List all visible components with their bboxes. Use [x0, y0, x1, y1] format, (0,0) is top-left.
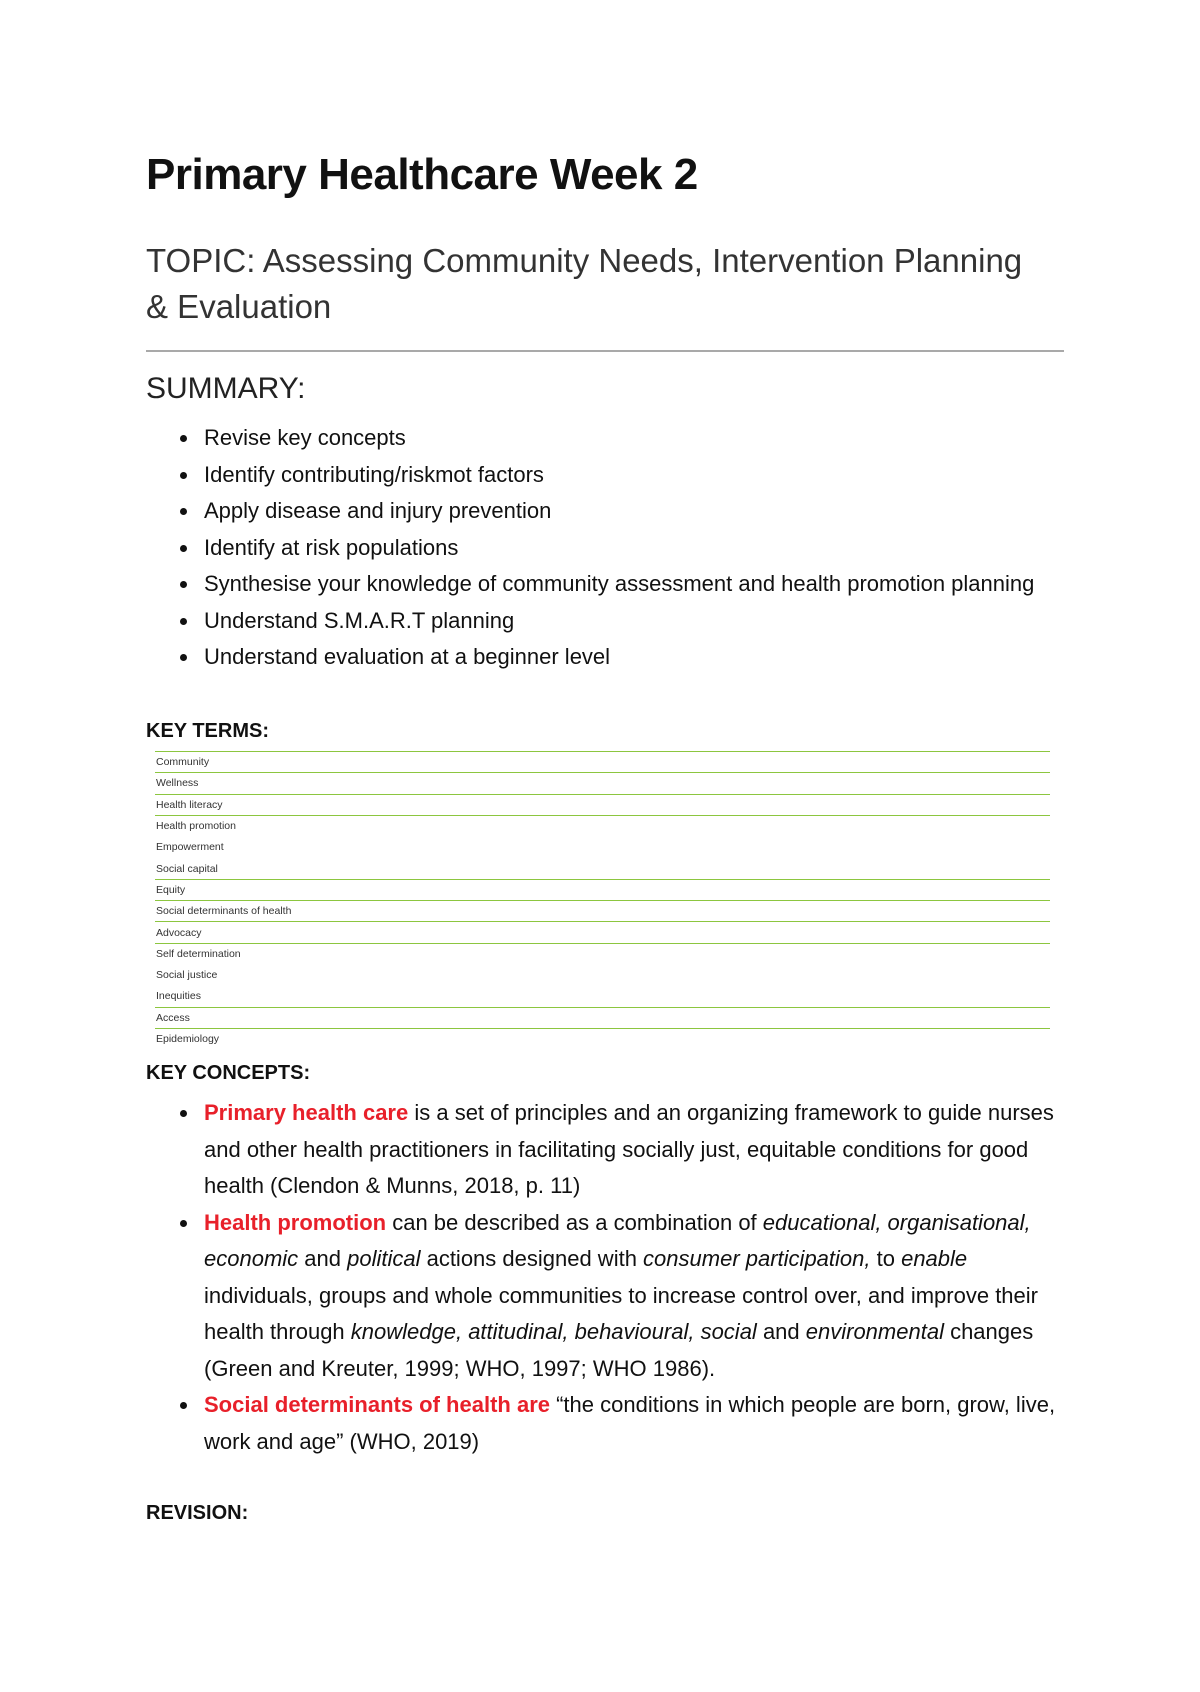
concept-text: to [870, 1246, 902, 1271]
list-item [146, 639, 1064, 676]
key-terms-heading: KEY TERMS: [146, 720, 269, 742]
table-row [155, 1028, 1050, 1049]
list-item [146, 420, 1064, 457]
table-row [155, 752, 1050, 773]
key-terms-table [155, 751, 1050, 1049]
concept-text: changes (Green and Kreuter, 1999; WHO, 1997; WHO 1986). [204, 1319, 1034, 1381]
concept-definition: “the conditions in which people are born, grow, live, work and age” (WHO, 2019) [204, 1392, 1056, 1454]
table-cell: Community [155, 752, 1050, 773]
table-row [155, 858, 1050, 879]
list-item [146, 493, 1064, 530]
summary-item-text: Revise key concepts [204, 425, 406, 450]
list-item [146, 603, 1064, 640]
summary-item-text: Identify contributing/riskmot factors [204, 461, 544, 487]
summary-item-text: Synthesise your knowledge of community assessment and health promotion planning [204, 571, 1035, 596]
bullet-icon [180, 1402, 187, 1409]
table-cell: Health promotion [155, 815, 1050, 836]
page-subtitle: TOPIC: Assessing Community Needs, Intervention Planning & Evaluation [146, 242, 1023, 325]
bullet-icon [180, 1110, 187, 1117]
concept-emphasis: environmental [805, 1319, 944, 1344]
bullet-icon [180, 1220, 187, 1227]
table-cell: Equity [155, 879, 1050, 900]
table-row [155, 837, 1050, 858]
table-row [155, 964, 1050, 985]
concept-emphasis: knowledge, attitudinal, behavioural, social [350, 1319, 757, 1344]
concept-emphasis: consumer participation, [643, 1246, 871, 1271]
summary-item-text: Understand evaluation at a beginner level [204, 644, 611, 669]
concept-term: Health promotion [204, 1209, 387, 1235]
bullet-icon [180, 618, 187, 625]
table-row [155, 773, 1050, 794]
bullet-icon [180, 545, 187, 552]
list-item [146, 457, 1064, 494]
table-row [155, 986, 1050, 1007]
summary-list [146, 420, 1064, 676]
table-row [155, 815, 1050, 836]
concept-emphasis: political [347, 1246, 421, 1271]
table-cell: Self determination [155, 943, 1050, 964]
table-cell: Advocacy [155, 922, 1050, 943]
summary-item-text: Understand S.M.A.R.T planning [204, 607, 515, 633]
concept-text: and [298, 1246, 348, 1271]
table-row [155, 901, 1050, 922]
table-row [155, 922, 1050, 943]
concept-text: can be described as a combination of [386, 1209, 763, 1235]
key-concepts-heading: KEY CONCEPTS: [146, 1062, 311, 1084]
list-item [146, 1205, 1066, 1388]
bullet-icon [180, 654, 187, 661]
list-item [146, 530, 1064, 567]
table-cell: Social determinants of health [155, 901, 1050, 922]
summary-heading: SUMMARY: [146, 372, 306, 405]
table-cell: Empowerment [156, 841, 224, 854]
bullet-icon [180, 508, 187, 515]
summary-item-text: Apply disease and injury prevention [204, 498, 552, 523]
list-item [146, 1095, 1066, 1205]
table-cell: Wellness [155, 773, 1050, 794]
bullet-icon [180, 472, 187, 479]
concept-term: Primary health care [204, 1100, 409, 1125]
bullet-icon [180, 435, 187, 442]
list-item [146, 566, 1064, 603]
concept-emphasis: educational, organisational, economic [204, 1209, 1031, 1271]
table-cell: Inequities [156, 990, 201, 1003]
concept-term: Social determinants of health are [204, 1392, 550, 1417]
table-row [155, 794, 1050, 815]
concept-text: individuals, groups and whole communities to increase control over, and improve their health through [204, 1282, 1038, 1344]
concept-text: and [756, 1319, 806, 1344]
concept-text: actions designed with [420, 1246, 644, 1271]
table-row [155, 1007, 1050, 1028]
table-cell: Social justice [156, 969, 218, 982]
table-cell: Epidemiology [155, 1028, 1050, 1049]
table-cell: Health literacy [155, 794, 1050, 815]
concept-emphasis: enable [901, 1246, 968, 1271]
concept-definition: is a set of principles and an organizing framework to guide nurses and other health practitioners in facilitating socially just, equitable conditions for good health (Clendon & Munns, 2018, p. 11) [204, 1100, 1054, 1198]
horizontal-divider [146, 350, 1064, 352]
list-item [146, 1387, 1066, 1460]
revision-heading: REVISION: [146, 1502, 249, 1524]
summary-item-text: Identify at risk populations [204, 534, 459, 560]
table-row [155, 879, 1050, 900]
table-cell: Access [155, 1007, 1050, 1028]
bullet-icon [180, 581, 187, 588]
table-row [155, 943, 1050, 964]
table-cell: Social capital [156, 862, 218, 875]
key-concepts-list [146, 1095, 1066, 1460]
page-title: Primary Healthcare Week 2 [146, 150, 698, 199]
